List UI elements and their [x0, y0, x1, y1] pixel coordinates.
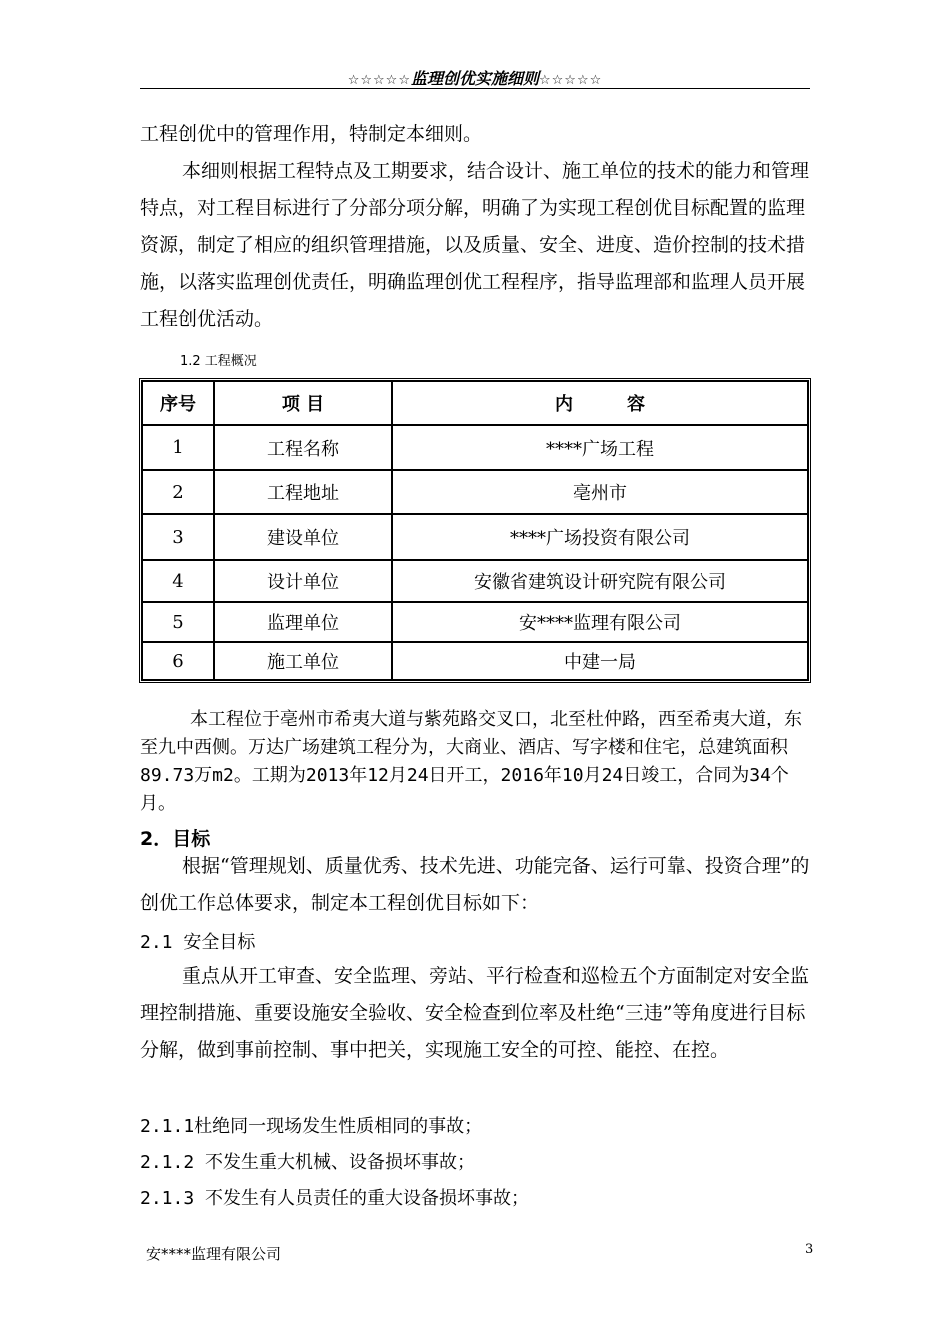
table-row [142, 425, 808, 470]
page-header [140, 66, 810, 89]
header-stars-right: ☆☆☆☆☆ [539, 73, 603, 88]
table-row [142, 560, 808, 602]
table-cell-content: 中建一局 [392, 642, 808, 680]
table-cell-item: 工程地址 [214, 470, 392, 514]
table-cell-content: 安****监理有限公司 [392, 602, 808, 642]
table-row [142, 602, 808, 642]
table-row [142, 642, 808, 680]
project-info-table [139, 378, 811, 683]
table-cell-index: 4 [142, 560, 214, 602]
footer-company: 安****监理有限公司 [146, 1245, 282, 1263]
overview-paragraph: 本工程位于亳州市希夷大道与紫苑路交叉口，北至杜仲路，西至希夷大道，东至九中西侧。万达广场建筑工程分为，大商业、酒店、写字楼和住宅，总建筑面积89.73万m2。工期为2013年12月24日开工，2016年10月24日竣工，合同为34个月。 [140, 709, 802, 814]
list-item: 2.1.3 不发生有人员责任的重大设备损坏事故； [140, 1188, 530, 1209]
intro-paragraph-2: 本细则根据工程特点及工期要求，结合设计、施工单位的技术的能力和管理特点，对工程目标进行了分部分项分解，明确了为实现工程创优目标配置的监理资源，制定了相应的组织管理措施，以及质量、安全、进度、造价控制的技术措施，以落实监理创优责任，明确监理创优工程程序，指导监理部和监理人员开展工程创优活动。 [140, 160, 810, 330]
table-cell-index: 3 [142, 514, 214, 560]
section-2-1-title [140, 928, 255, 954]
table-cell-item: 施工单位 [214, 642, 392, 680]
table-cell-content: 安徽省建筑设计研究院有限公司 [392, 560, 808, 602]
table-cell-index: 6 [142, 642, 214, 680]
header-title: 监理创优实施细则 [410, 69, 539, 88]
table-header-content: 内 容 [392, 381, 808, 425]
table-row [142, 514, 808, 560]
table-cell-item: 工程名称 [214, 425, 392, 470]
table-header-row [142, 381, 808, 425]
table-cell-item: 建设单位 [214, 514, 392, 560]
table-row [142, 470, 808, 514]
table-cell-item: 设计单位 [214, 560, 392, 602]
table-cell-content: ****广场工程 [392, 425, 808, 470]
header-stars-left: ☆☆☆☆☆ [347, 73, 411, 88]
list-item: 2.1.2 不发生重大机械、设备损坏事故； [140, 1152, 476, 1173]
table-cell-content: 亳州市 [392, 470, 808, 514]
section-2-intro: 根据“管理规划、质量优秀、技术先进、功能完备、运行可靠、投资合理”的创优工作总体要求，制定本工程创优目标如下： [140, 855, 810, 914]
section-2-1-title-text: 2.1 安全目标 [140, 932, 256, 953]
page-number: 3 [805, 1242, 814, 1257]
table-cell-index: 5 [142, 602, 214, 642]
list-item: 2.1.1杜绝同一现场发生性质相同的事故； [140, 1116, 483, 1137]
table-header-item: 项 目 [214, 381, 392, 425]
intro-paragraph-1: 工程创优中的管理作用，特制定本细则。 [140, 123, 483, 145]
table-header-index: 序号 [142, 381, 214, 425]
section-2-1-paragraph: 重点从开工审查、安全监理、旁站、平行检查和巡检五个方面制定对安全监理控制措施、重要设施安全验收、安全检查到位率及杜绝“三违”等角度进行目标分解，做到事前控制、事中把关，实现施工安全的可控、能控、在控。 [140, 965, 810, 1061]
table-cell-item: 监理单位 [214, 602, 392, 642]
table-cell-index: 2 [142, 470, 214, 514]
table-cell-index: 1 [142, 425, 214, 470]
section-2-title: 2．目标 [140, 828, 211, 850]
section-label-1-2: 1.2 工程概况 [180, 354, 257, 369]
table-cell-content: ****广场投资有限公司 [392, 514, 808, 560]
